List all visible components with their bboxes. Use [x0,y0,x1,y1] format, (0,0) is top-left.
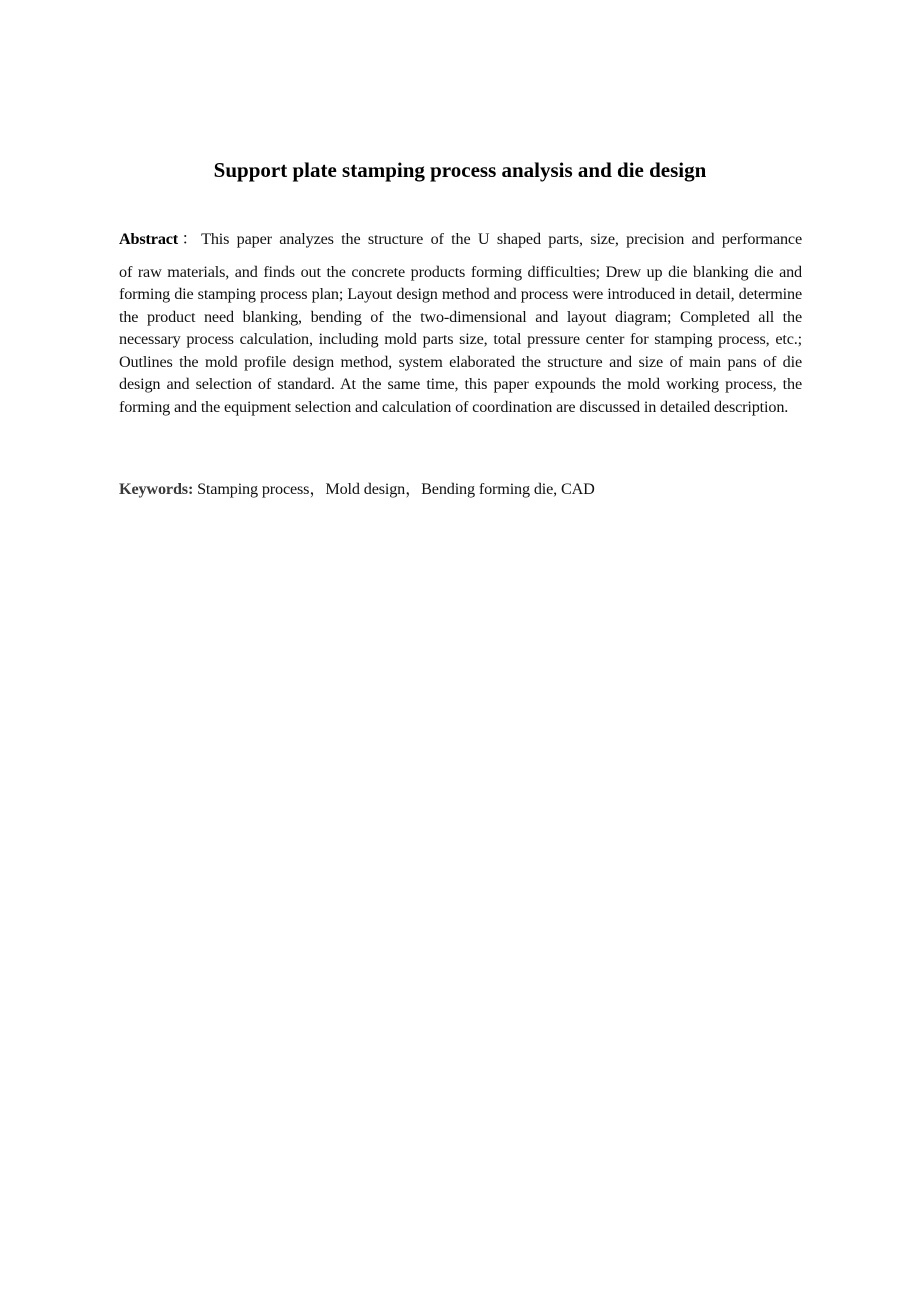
abstract-separator: ： [178,230,202,248]
keywords-text: Stamping process，Mold design，Bending forming die, CAD [193,480,595,498]
keywords-section [119,478,802,500]
paper-title: Support plate stamping process analysis and die design [213,158,707,182]
abstract-section [119,228,802,418]
abstract-label: Abstract [119,230,179,248]
abstract-first-line-text: This paper analyzes the structure of the U shaped parts, size, precision and performance [201,230,802,248]
abstract-first-line [119,228,802,251]
abstract-body: of raw materials, and finds out the concrete products forming difficulties; Drew up die blanking die and forming die stamping process plan; Layout design method and process were introduced in detail, determine the product need blanking, bending of the two-dimensional and layout diagram; Completed all the necessary process calculation, including mold parts size, total pressure center for stamping process, etc.; Outlines the mold profile design method, system elaborated the structure and size of main pans of die design and selection of standard. At the same time, this paper expounds the mold working process, the forming and the equipment selection and calculation of coordination are discussed in detailed description. [119,262,802,416]
keywords-label: Keywords: [119,480,194,498]
